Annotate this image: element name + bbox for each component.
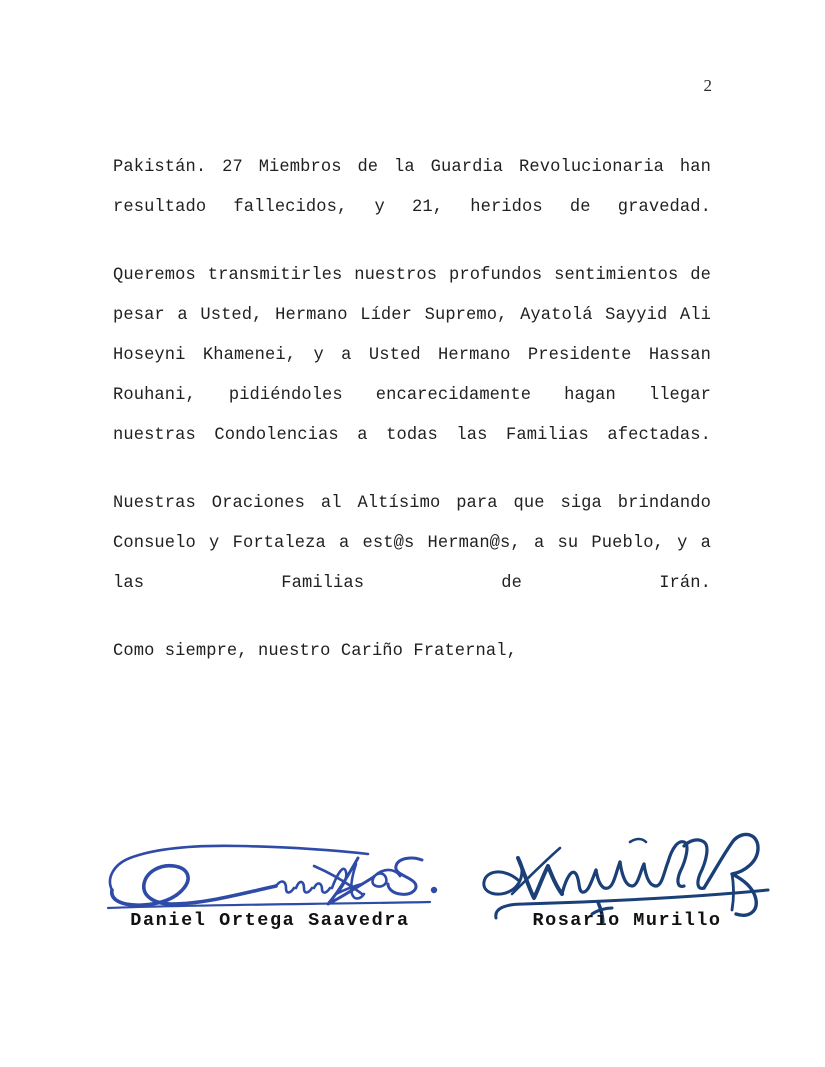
paragraph-1: Pakistán. 27 Miembros de la Guardia Revolucionaria han resultado fallecidos, y 21, heridos de gravedad. xyxy=(113,158,711,217)
handwritten-signature-icon xyxy=(100,828,440,918)
page-number: 2 xyxy=(703,76,712,95)
signature-name-daniel-ortega: Daniel Ortega Saavedra xyxy=(130,910,410,931)
handwritten-signature-icon xyxy=(478,828,778,923)
signature-name-rosario-murillo: Rosario Murillo xyxy=(532,910,722,931)
signature-area xyxy=(0,828,825,958)
paragraph-2: Queremos transmitirles nuestros profundos sentimientos de pesar a Usted, Hermano Líder Supremo, Ayatolá Sayyid Ali Hoseyni Khamenei, y a Usted Hermano Presidente Hassan Rouhani, pidiéndoles encarecidamente hagan llegar nuestras Condolencias a todas las Familias afectadas. xyxy=(113,266,711,445)
paragraph-3: Nuestras Oraciones al Altísimo para que siga brindando Consuelo y Fortaleza a est@s Herman@s, a su Pueblo, y a las Familias de Irán. xyxy=(113,494,711,593)
letter-body xyxy=(113,148,711,672)
closing-line: Como siempre, nuestro Cariño Fraternal, xyxy=(113,642,517,661)
